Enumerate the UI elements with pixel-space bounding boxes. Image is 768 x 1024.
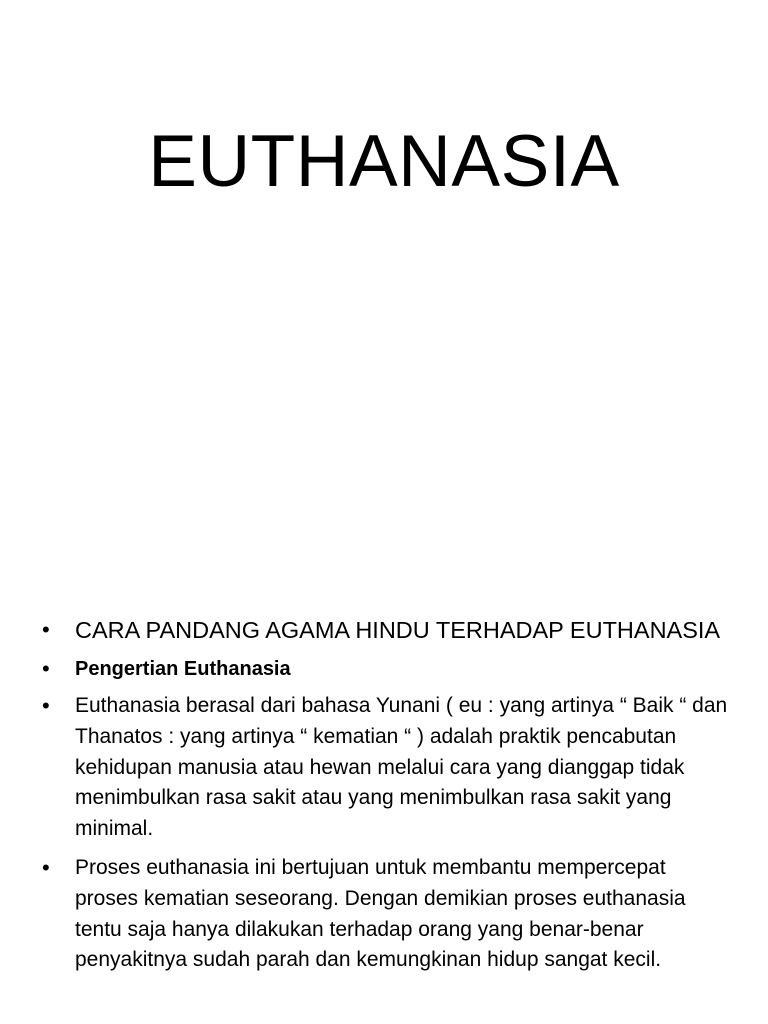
bullet-text: Proses euthanasia ini bertujuan untuk membantu mempercepat proses kematian seseorang. Dengan demikian proses euthanasia tentu saja hanya dilakukan terhadap orang yang benar-benar penyakitnya sudah parah dan kemungkinan hidup sangat kecil. — [75, 855, 686, 972]
bullet-icon: • — [42, 656, 50, 681]
bullet-item-heading — [42, 613, 732, 647]
bullet-item-definition — [42, 691, 732, 845]
bullet-text: Euthanasia berasal dari bahasa Yunani ( eu : yang artinya “ Baik “ dan Thanatos : yang artinya “ kematian “ ) adalah praktik pencabutan kehidupan manusia atau hewan melalui cara yang dianggap tidak menimbulkan rasa sakit atau yang menimbulkan rasa sakit yang minimal. — [75, 694, 728, 841]
bullet-icon: • — [42, 693, 50, 718]
slide-title: EUTHANASIA — [148, 121, 620, 202]
bullet-icon: • — [42, 854, 50, 880]
bullet-item-subtitle — [42, 655, 732, 683]
bullet-item-purpose — [42, 853, 732, 976]
bullet-text: Pengertian Euthanasia — [75, 658, 291, 680]
bullet-icon: • — [42, 617, 50, 642]
bullet-text: CARA PANDANG AGAMA HINDU TERHADAP EUTHANASIA — [75, 617, 721, 643]
bullet-list — [42, 613, 732, 984]
